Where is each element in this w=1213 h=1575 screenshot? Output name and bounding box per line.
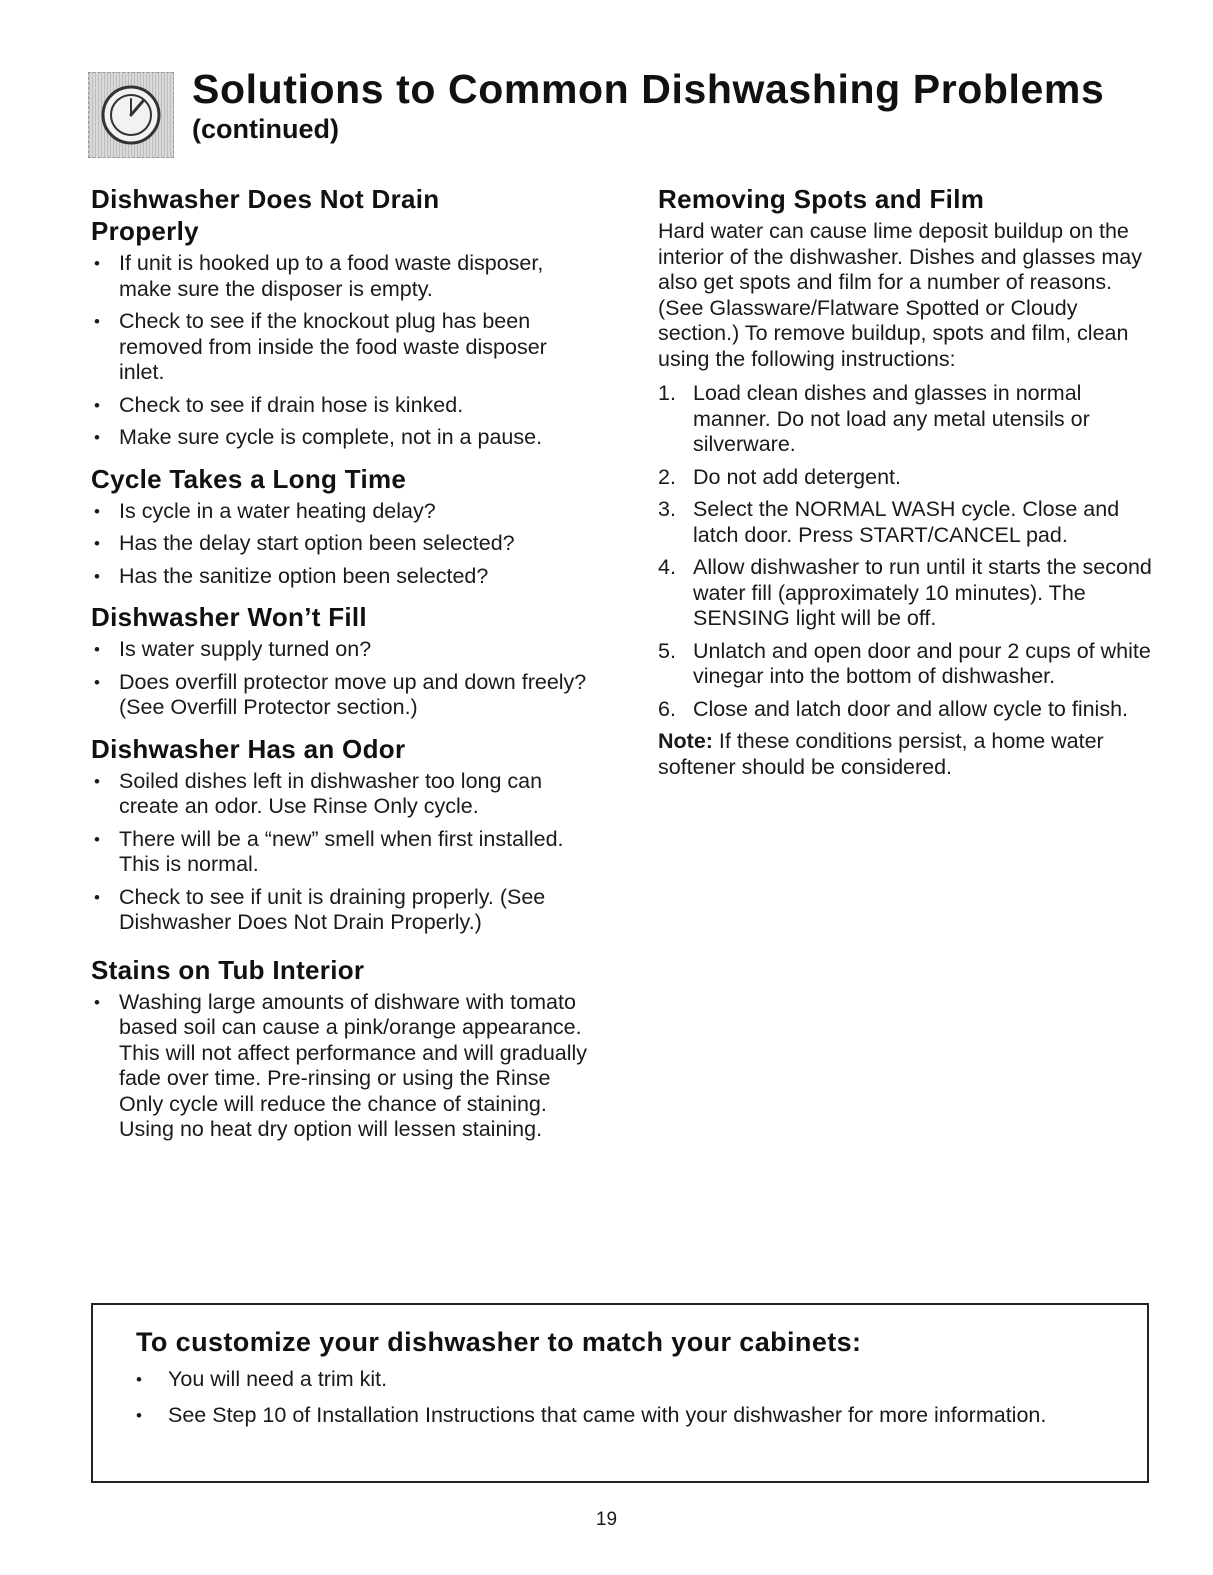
bullet-icon: • — [94, 640, 100, 659]
section-heading-long-time: Cycle Takes a Long Time — [91, 463, 407, 494]
step-item: 3. Select the NORMAL WASH cycle. Close and latch door. Press START/CANCEL pad. — [658, 497, 1120, 547]
step-item: 1. Load clean dishes and glasses in normal manner. Do not load any metal utensils or silverware. — [658, 381, 1090, 456]
spots-note — [658, 729, 1158, 780]
list-item: • Has the sanitize option been selected? — [94, 563, 489, 588]
note-label: Note: — [658, 729, 713, 753]
list-item: • Check to see if the knockout plug has been removed from inside the food waste disposer inlet. — [94, 309, 547, 384]
list-item: • If unit is hooked up to a food waste disposer, make sure the disposer is empty. — [94, 251, 544, 301]
list-item: • Make sure cycle is complete, not in a pause. — [94, 425, 543, 449]
step-item: 6. Close and latch door and allow cycle to finish. — [658, 696, 1129, 721]
bullet-icon: • — [136, 1370, 142, 1389]
section-heading-stains: Stains on Tub Interior — [91, 954, 365, 985]
bullet-icon: • — [94, 254, 100, 273]
customize-list — [133, 1367, 1073, 1438]
list-item: • Is water supply turned on? — [94, 637, 372, 661]
step-number: 6. — [658, 696, 676, 721]
stains-list — [91, 990, 596, 1143]
list-item: • Soiled dishes left in dishwasher too long can create an odor. Use Rinse Only cycle. — [94, 768, 543, 818]
bullet-icon: • — [94, 395, 100, 415]
page-subtitle: (continued) — [192, 114, 339, 144]
section-heading-odor: Dishwasher Has an Odor — [91, 733, 406, 764]
list-item: • Washing large amounts of dishware with tomato based soil can cause a pink/orange appearance. This will not affect performance and will gradually fade over time. Pre-rinsing or using the Rinse Only cycle will reduce the chance of staining. Using no heat dry option will lessen staining. — [94, 989, 588, 1141]
bullet-icon: • — [94, 672, 100, 692]
right-column — [658, 183, 1158, 789]
section-heading-wont-fill: Dishwasher Won’t Fill — [91, 602, 367, 632]
drain-list — [91, 251, 596, 451]
step-number: 4. — [658, 555, 676, 579]
page-title: Solutions to Common Dishwashing Problems — [192, 66, 1105, 112]
customize-heading: To customize your dishwasher to match your cabinets: — [136, 1327, 862, 1357]
step-item: 4. Allow dishwasher to run until it starts the second water fill (approximately 10 minutes). The SENSING light will be off. — [658, 555, 1152, 630]
dishwasher-section-icon — [88, 72, 174, 158]
left-column — [91, 183, 596, 1150]
spots-intro: Hard water can cause lime deposit buildup on the interior of the dishwasher. Dishes and glasses may also get spots and film for a number of reasons. (See Glassware/Flatware Spotted or Cloudy section.) To remove buildup, spots and film, clean using the following instructions: — [658, 219, 1142, 371]
customize-box — [91, 1303, 1149, 1483]
section-heading-drain: Dishwasher Does Not Drain Properly — [91, 184, 440, 246]
bullet-icon: • — [94, 501, 100, 521]
list-item: • See Step 10 of Installation Instructions that came with your dishwasher for more information. — [136, 1402, 1047, 1427]
list-item: • Does overfill protector move up and down freely? (See Overfill Protector section.) — [94, 669, 587, 719]
list-item: • Has the delay start option been selected? — [94, 531, 515, 555]
step-number: 2. — [658, 464, 676, 489]
bullet-icon: • — [94, 428, 100, 447]
step-number: 5. — [658, 638, 676, 663]
page-number: 19 — [595, 1509, 618, 1530]
step-item: 5. Unlatch and open door and pour 2 cups of white vinegar into the bottom of dishwasher. — [658, 638, 1151, 688]
list-item: • Check to see if unit is draining properly. (See Dishwasher Does Not Drain Properly.) — [94, 884, 546, 934]
bullet-icon: • — [94, 992, 100, 1012]
note-text: If these conditions persist, a home water softener should be considered. — [658, 729, 1104, 779]
bullet-icon: • — [94, 566, 100, 586]
bullet-icon: • — [94, 312, 100, 331]
step-number: 1. — [658, 381, 676, 405]
bullet-icon: • — [94, 887, 100, 907]
clock-icon — [95, 79, 167, 151]
list-item: • Is cycle in a water heating delay? — [94, 498, 436, 523]
section-heading-spots: Removing Spots and Film — [658, 184, 985, 214]
step-number: 3. — [658, 497, 676, 521]
odor-list — [91, 769, 596, 936]
step-item: 2. Do not add detergent. — [658, 464, 901, 489]
bullet-icon: • — [136, 1405, 142, 1425]
long-time-list — [91, 499, 596, 590]
bullet-icon: • — [94, 771, 100, 791]
list-item: • There will be a “new” smell when first installed. This is normal. — [94, 826, 564, 876]
spots-steps — [658, 381, 1158, 722]
list-item: • You will need a trim kit. — [136, 1367, 388, 1391]
bullet-icon: • — [94, 829, 100, 849]
bullet-icon: • — [94, 534, 100, 553]
list-item: • Check to see if drain hose is kinked. — [94, 392, 464, 417]
wont-fill-list — [91, 637, 596, 721]
